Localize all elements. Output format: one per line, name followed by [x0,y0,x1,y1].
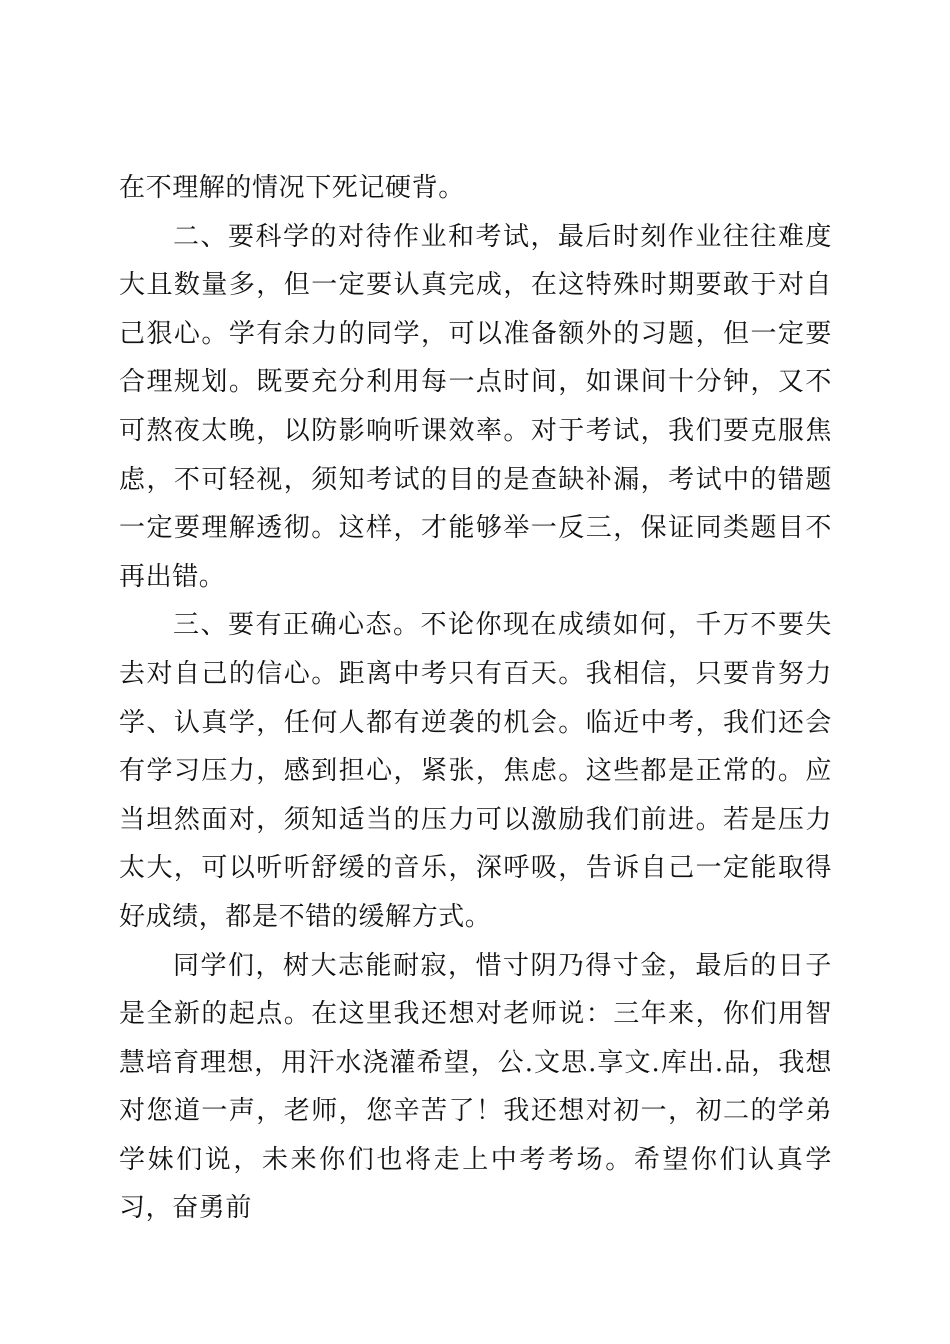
paragraph-3: 三、要有正确心态。不论你现在成绩如何，千万不要失去对自己的信心。距离中考只有百天。我相信，只要肯努力学、认真学，任何人都有逆袭的机会。临近中考，我们还会有学习压力，感到担心，紧张，焦虑。这些都是正常的。应当坦然面对，须知适当的压力可以激励我们前进。若是压力太大，可以听听舒缓的音乐，深呼吸，告诉自己一定能取得好成绩，都是不错的缓解方式。 [119,610,832,932]
paragraph-2: 二、要科学的对待作业和考试，最后时刻作业往往难度大且数量多，但一定要认真完成，在这特殊时期要敢于对自己狠心。学有余力的同学，可以准备额外的习题，但一定要合理规划。既要充分利用每一点时间，如课间十分钟，又不可熬夜太晚，以防影响听课效率。对于考试，我们要克服焦虑，不可轻视，须知考试的目的是查缺补漏，考试中的错题一定要理解透彻。这样，才能够举一反三，保证同类题目不再出错。 [119,221,832,592]
paragraph-1: 在不理解的情况下死记硬背。 [119,173,465,203]
document-body [119,164,832,1233]
paragraph-4: 同学们，树大志能耐寂，惜寸阴乃得寸金，最后的日子是全新的起点。在这里我还想对老师说：三年来，你们用智慧培育理想，用汗水浇灌希望，公.文思.享文.库出.品，我想对您道一声，老师，您辛苦了！我还想对初一，初二的学弟学妹们说，未来你们也将走上中考考场。希望你们认真学习，奋勇前 [119,950,832,1224]
